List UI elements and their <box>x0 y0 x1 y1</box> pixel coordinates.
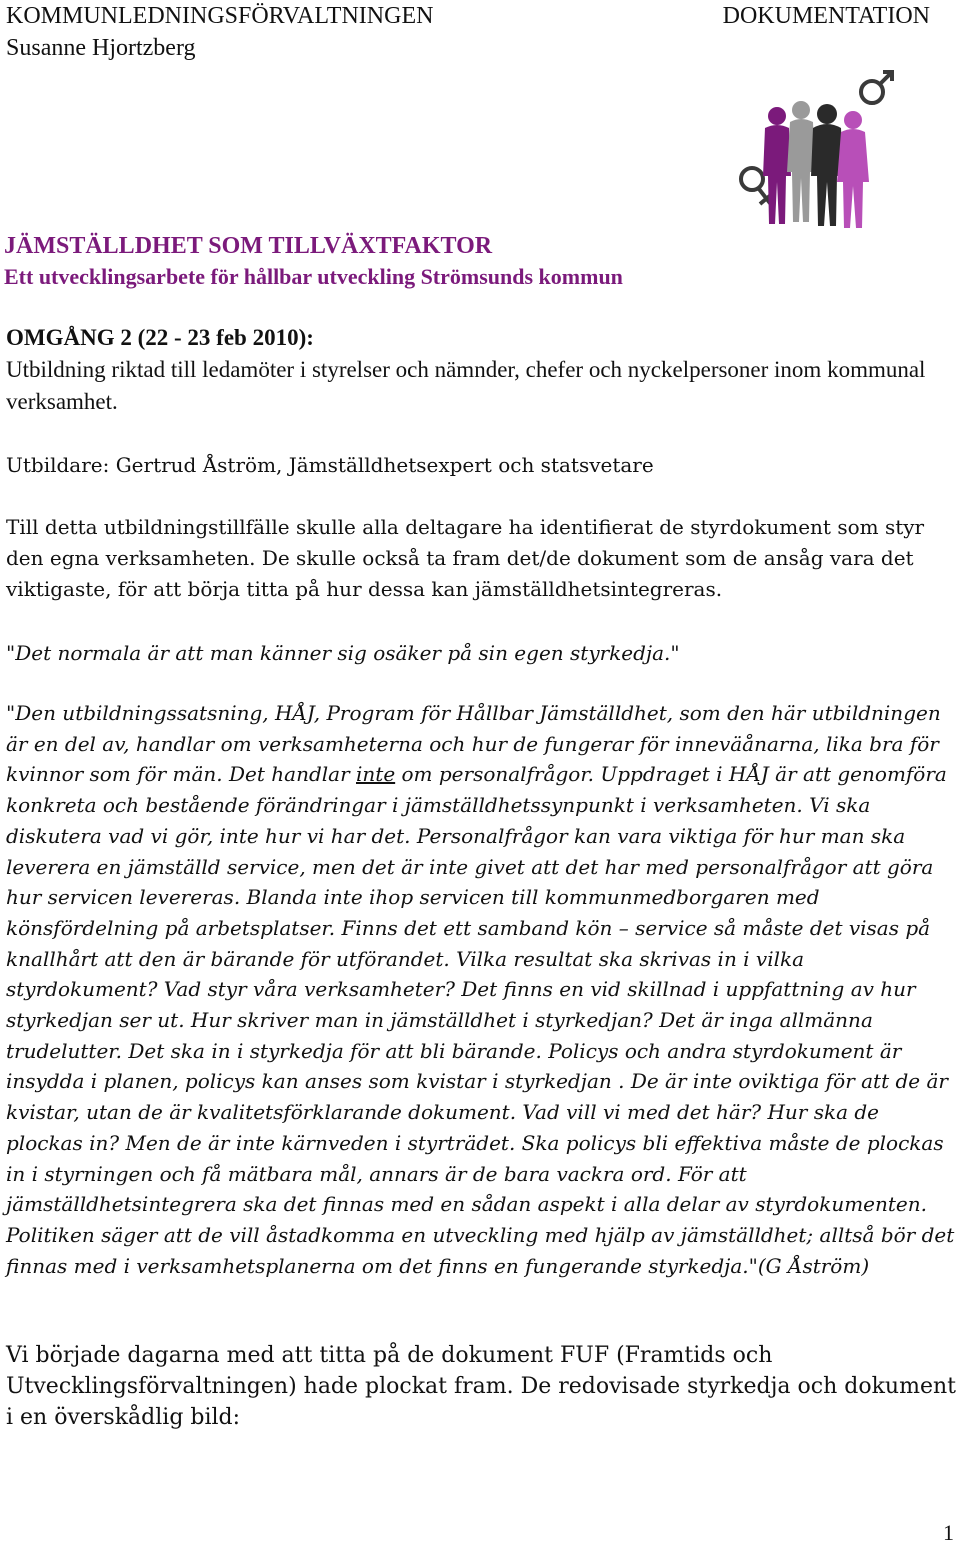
department-name: KOMMUNLEDNINGSFÖRVALTNINGEN <box>6 3 434 29</box>
session-info <box>6 322 956 418</box>
person-pink <box>837 111 869 228</box>
quote-short: "Det normala är att man känner sig osäker på sin egen styrkedja." <box>6 641 680 665</box>
male-symbol-icon <box>861 72 892 103</box>
instructor-line: Utbildare: Gertrud Åström, Jämställdhetsexpert och statsvetare <box>6 453 654 477</box>
intro-paragraph: Till detta utbildningstillfälle skulle alla deltagare ha identifierat de styrdokument som styr den egna verksamheten. De skulle också ta fram det/de dokument som de ansåg vara det viktigaste, för att börja titta på hur dessa kan jämställdhetsintegreras. <box>6 515 925 601</box>
closing-paragraph: Vi började dagarna med att titta på de dokument FUF (Framtids och Utvecklingsförvaltningen) hade plockat fram. De redovisade styrkedja och dokument i en överskådlig bild: <box>6 1343 956 1430</box>
people-silhouettes <box>763 101 869 228</box>
header-left <box>6 0 433 64</box>
page-number: 1 <box>943 1520 954 1545</box>
quote-long-part-1: "Den utbildningssatsning, HÅJ, Program för Hållbar Jämställdhet, som den här utbildningen är en del av, handlar om verksamheterna och hur de fungerar för inneväånarna, lika bra för kvinnor som för män. Det handlar <box>6 701 941 787</box>
person-grey <box>787 101 815 222</box>
quote-long-underlined: inte <box>356 762 396 787</box>
session-description: Utbildning riktad till ledamöter i styrelser och nämnder, chefer och nyckelpersoner inom kommunal verksamhet. <box>6 357 926 414</box>
title-block <box>4 230 623 292</box>
quote-long-part-2: om personalfrågor. Uppdraget i HÅJ är att genomföra konkreta och bestående förändringar i jämställdhetssynpunkt i verksamheten. Vi ska diskutera vad vi gör, inte hur vi har det. Personalfrågor kan vara viktiga för hur man ska leverera en jämställd service, men det är inte givet att det har med personalfrågor att göra hur servicen levereras. Blanda inte ihop servicen till kommunmedborgaren med könsfördelning på arbetsplatser. Finns det ett samband kön – service så måste det visas på knallhårt att den är bärande för utförandet. Vilka resultat ska skrivas in i vilka styrdokument? Vad styr våra verksamheter? Det finns en vid skillnad i uppfattning av hur styrkedjan ser ut. Hur skriver man in jämställdhet i styrkedjan? Det är inga allmänna trudelutter. Det ska in i styrkedja för att bli bärande. Policys och andra styrdokument är insydda i planen, policys kan anses som kvistar i styrkedjan . De är inte oviktiga för att de är kvistar, utan de är kvalitetsförklarande dokument. Vad vill vi med det här? Hur ska de plockas in? Men de är inte kärnveden i styrträdet. Ska policys bli effektiva måste de plockas in i styrningen och få mätbara mål, annars är de bara vackra ord. För att jämställdhetsintegrera ska det finnas med en sådan aspekt i alla delar av styrdokumenten. Politiken säger att de vill åstadkomma en utveckling med hjälp av jämställdhet; alltså bör det finnas med i verksamhetsplanerna om det finns en fungerande styrkedja."(G Åström) <box>6 762 955 1278</box>
document-title: JÄMSTÄLLDHET SOM TILLVÄXTFAKTOR <box>4 233 493 259</box>
document-type: DOKUMENTATION <box>722 3 930 29</box>
document-subtitle: Ett utvecklingsarbete för hållbar utveckling Strömsunds kommun <box>4 264 623 289</box>
person-purple <box>763 107 791 224</box>
person-dark <box>811 104 843 226</box>
session-heading: OMGÅNG 2 (22 - 23 feb 2010): <box>6 325 314 350</box>
quote-long <box>6 698 956 1281</box>
gender-equality-logo <box>735 64 905 234</box>
author-name: Susanne Hjortzberg <box>6 35 196 61</box>
